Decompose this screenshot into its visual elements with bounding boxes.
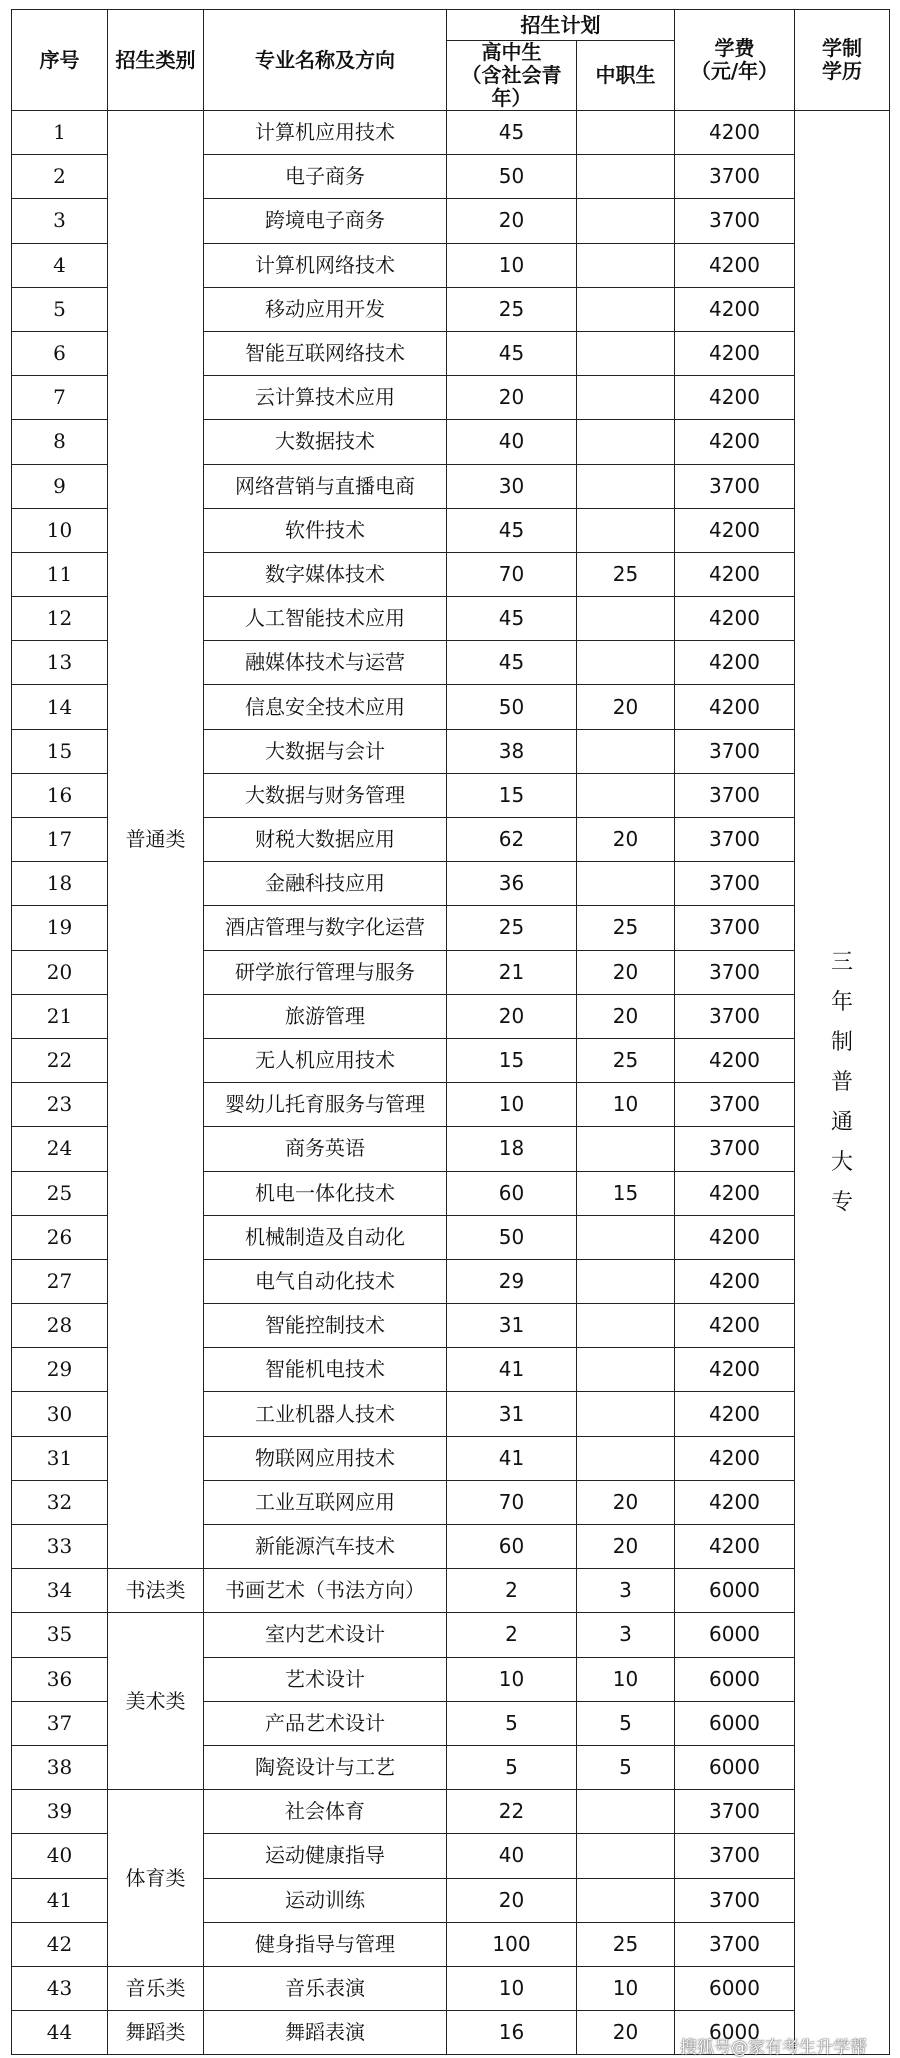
row-vocational: 25	[577, 1038, 675, 1082]
row-vocational: 20	[577, 818, 675, 862]
row-tuition: 3700	[675, 729, 795, 773]
row-seq: 39	[12, 1790, 108, 1834]
header-high-school: 高中生 （含社会青年）	[447, 41, 577, 111]
row-major: 舞蹈表演	[204, 2011, 447, 2055]
row-major: 机电一体化技术	[204, 1171, 447, 1215]
table-row	[12, 1569, 890, 1613]
row-major: 大数据与财务管理	[204, 773, 447, 817]
row-high-school: 40	[447, 420, 577, 464]
row-major: 大数据技术	[204, 420, 447, 464]
row-high-school: 45	[447, 597, 577, 641]
duration-text: 三年制普通大专	[831, 949, 854, 1215]
row-vocational	[577, 508, 675, 552]
row-major: 旅游管理	[204, 994, 447, 1038]
row-high-school: 70	[447, 552, 577, 596]
row-seq: 14	[12, 685, 108, 729]
row-major: 新能源汽车技术	[204, 1525, 447, 1569]
row-seq: 41	[12, 1878, 108, 1922]
row-vocational: 3	[577, 1569, 675, 1613]
row-major: 计算机网络技术	[204, 243, 447, 287]
row-tuition: 3700	[675, 464, 795, 508]
row-seq: 20	[12, 950, 108, 994]
row-high-school: 20	[447, 376, 577, 420]
row-vocational: 25	[577, 1922, 675, 1966]
row-major: 电气自动化技术	[204, 1259, 447, 1303]
row-high-school: 50	[447, 155, 577, 199]
row-major: 信息安全技术应用	[204, 685, 447, 729]
row-major: 书画艺术（书法方向）	[204, 1569, 447, 1613]
row-high-school: 10	[447, 1083, 577, 1127]
row-major: 融媒体技术与运营	[204, 641, 447, 685]
row-vocational: 15	[577, 1171, 675, 1215]
row-vocational	[577, 243, 675, 287]
row-major: 陶瓷设计与工艺	[204, 1745, 447, 1789]
row-seq: 40	[12, 1834, 108, 1878]
header-vocational: 中职生	[577, 41, 675, 111]
row-high-school: 2	[447, 1569, 577, 1613]
row-vocational	[577, 1259, 675, 1303]
row-high-school: 62	[447, 818, 577, 862]
row-high-school: 45	[447, 641, 577, 685]
row-vocational: 20	[577, 1525, 675, 1569]
row-major: 财税大数据应用	[204, 818, 447, 862]
row-high-school: 29	[447, 1259, 577, 1303]
row-major: 智能互联网络技术	[204, 331, 447, 375]
row-category: 舞蹈类	[108, 2011, 204, 2055]
row-high-school: 45	[447, 111, 577, 155]
row-tuition: 3700	[675, 818, 795, 862]
row-major: 人工智能技术应用	[204, 597, 447, 641]
row-major: 软件技术	[204, 508, 447, 552]
row-vocational	[577, 641, 675, 685]
table-row	[12, 1613, 890, 1657]
row-tuition: 4200	[675, 1392, 795, 1436]
row-major: 工业机器人技术	[204, 1392, 447, 1436]
row-seq: 42	[12, 1922, 108, 1966]
row-seq: 12	[12, 597, 108, 641]
row-tuition: 4200	[675, 243, 795, 287]
row-tuition: 4200	[675, 1348, 795, 1392]
row-category: 音乐类	[108, 1966, 204, 2010]
row-major: 婴幼儿托育服务与管理	[204, 1083, 447, 1127]
row-vocational	[577, 464, 675, 508]
row-seq: 44	[12, 2011, 108, 2055]
row-major: 产品艺术设计	[204, 1701, 447, 1745]
row-tuition: 3700	[675, 199, 795, 243]
row-vocational	[577, 287, 675, 331]
row-high-school: 36	[447, 862, 577, 906]
row-vocational	[577, 597, 675, 641]
row-tuition: 4200	[675, 111, 795, 155]
row-major: 研学旅行管理与服务	[204, 950, 447, 994]
row-seq: 37	[12, 1701, 108, 1745]
row-seq: 7	[12, 376, 108, 420]
row-vocational	[577, 420, 675, 464]
row-vocational	[577, 111, 675, 155]
row-tuition: 4200	[675, 331, 795, 375]
row-category: 体育类	[108, 1790, 204, 1967]
row-high-school: 45	[447, 508, 577, 552]
row-tuition: 3700	[675, 950, 795, 994]
enrollment-plan-table	[11, 9, 890, 2055]
row-seq: 43	[12, 1966, 108, 2010]
row-tuition: 4200	[675, 1259, 795, 1303]
row-seq: 25	[12, 1171, 108, 1215]
row-vocational: 10	[577, 1083, 675, 1127]
row-major: 酒店管理与数字化运营	[204, 906, 447, 950]
row-major: 数字媒体技术	[204, 552, 447, 596]
row-seq: 8	[12, 420, 108, 464]
row-major: 电子商务	[204, 155, 447, 199]
row-major: 社会体育	[204, 1790, 447, 1834]
row-category: 普通类	[108, 111, 204, 1569]
row-high-school: 25	[447, 906, 577, 950]
row-major: 物联网应用技术	[204, 1436, 447, 1480]
row-major: 机械制造及自动化	[204, 1215, 447, 1259]
header-major: 专业名称及方向	[204, 10, 447, 111]
row-major: 计算机应用技术	[204, 111, 447, 155]
row-vocational: 10	[577, 1966, 675, 2010]
row-high-school: 21	[447, 950, 577, 994]
row-seq: 19	[12, 906, 108, 950]
row-vocational	[577, 1878, 675, 1922]
row-tuition: 4200	[675, 1171, 795, 1215]
row-major: 云计算技术应用	[204, 376, 447, 420]
row-vocational: 20	[577, 685, 675, 729]
row-seq: 4	[12, 243, 108, 287]
row-vocational	[577, 862, 675, 906]
row-high-school: 41	[447, 1436, 577, 1480]
row-tuition: 4200	[675, 420, 795, 464]
row-vocational: 10	[577, 1657, 675, 1701]
row-major: 跨境电子商务	[204, 199, 447, 243]
row-tuition: 4200	[675, 1480, 795, 1524]
row-seq: 38	[12, 1745, 108, 1789]
row-major: 无人机应用技术	[204, 1038, 447, 1082]
row-tuition: 3700	[675, 994, 795, 1038]
row-seq: 26	[12, 1215, 108, 1259]
row-seq: 31	[12, 1436, 108, 1480]
row-vocational: 20	[577, 994, 675, 1038]
row-tuition: 3700	[675, 155, 795, 199]
row-seq: 23	[12, 1083, 108, 1127]
row-tuition: 4200	[675, 1436, 795, 1480]
row-high-school: 50	[447, 1215, 577, 1259]
row-high-school: 20	[447, 199, 577, 243]
table-header	[12, 10, 890, 111]
header-plan: 招生计划	[447, 10, 675, 41]
row-major: 运动训练	[204, 1878, 447, 1922]
header-duration: 学制 学历	[795, 10, 890, 111]
row-tuition: 3700	[675, 1083, 795, 1127]
row-vocational	[577, 1127, 675, 1171]
row-major: 网络营销与直播电商	[204, 464, 447, 508]
row-duration	[795, 111, 890, 2055]
row-tuition: 4200	[675, 641, 795, 685]
row-major: 运动健康指导	[204, 1834, 447, 1878]
watermark: 搜狐号@家有考生升学帮	[680, 2038, 867, 2058]
row-seq: 13	[12, 641, 108, 685]
row-seq: 10	[12, 508, 108, 552]
row-high-school: 5	[447, 1745, 577, 1789]
row-tuition: 3700	[675, 862, 795, 906]
row-seq: 22	[12, 1038, 108, 1082]
row-high-school: 60	[447, 1525, 577, 1569]
row-high-school: 70	[447, 1480, 577, 1524]
row-vocational: 20	[577, 1480, 675, 1524]
row-tuition: 6000	[675, 2011, 795, 2055]
row-category: 书法类	[108, 1569, 204, 1613]
row-high-school: 22	[447, 1790, 577, 1834]
row-major: 金融科技应用	[204, 862, 447, 906]
row-high-school: 38	[447, 729, 577, 773]
row-seq: 17	[12, 818, 108, 862]
row-tuition: 4200	[675, 1038, 795, 1082]
row-seq: 11	[12, 552, 108, 596]
row-tuition: 4200	[675, 597, 795, 641]
header-category: 招生类别	[108, 10, 204, 111]
row-vocational	[577, 1348, 675, 1392]
row-high-school: 41	[447, 1348, 577, 1392]
row-vocational	[577, 1304, 675, 1348]
row-vocational: 25	[577, 906, 675, 950]
row-tuition: 3700	[675, 1127, 795, 1171]
row-tuition: 6000	[675, 1966, 795, 2010]
row-high-school: 18	[447, 1127, 577, 1171]
row-tuition: 3700	[675, 1878, 795, 1922]
row-high-school: 25	[447, 287, 577, 331]
row-vocational	[577, 1436, 675, 1480]
table-row	[12, 1790, 890, 1834]
table-row	[12, 111, 890, 155]
row-tuition: 6000	[675, 1613, 795, 1657]
row-vocational	[577, 199, 675, 243]
row-seq: 27	[12, 1259, 108, 1303]
row-high-school: 5	[447, 1701, 577, 1745]
row-tuition: 4200	[675, 552, 795, 596]
row-vocational: 5	[577, 1701, 675, 1745]
row-vocational	[577, 729, 675, 773]
row-major: 智能控制技术	[204, 1304, 447, 1348]
row-vocational	[577, 331, 675, 375]
row-vocational	[577, 1215, 675, 1259]
row-high-school: 60	[447, 1171, 577, 1215]
row-major: 智能机电技术	[204, 1348, 447, 1392]
row-category: 美术类	[108, 1613, 204, 1790]
row-seq: 24	[12, 1127, 108, 1171]
row-high-school: 15	[447, 773, 577, 817]
row-high-school: 10	[447, 243, 577, 287]
row-seq: 5	[12, 287, 108, 331]
row-vocational	[577, 1392, 675, 1436]
row-seq: 29	[12, 1348, 108, 1392]
row-seq: 32	[12, 1480, 108, 1524]
row-tuition: 6000	[675, 1745, 795, 1789]
row-major: 音乐表演	[204, 1966, 447, 2010]
row-high-school: 45	[447, 331, 577, 375]
row-seq: 35	[12, 1613, 108, 1657]
row-vocational: 3	[577, 1613, 675, 1657]
row-seq: 9	[12, 464, 108, 508]
row-high-school: 15	[447, 1038, 577, 1082]
row-seq: 33	[12, 1525, 108, 1569]
row-tuition: 3700	[675, 773, 795, 817]
row-high-school: 31	[447, 1392, 577, 1436]
row-seq: 18	[12, 862, 108, 906]
row-high-school: 10	[447, 1657, 577, 1701]
row-seq: 30	[12, 1392, 108, 1436]
row-tuition: 3700	[675, 1790, 795, 1834]
row-seq: 2	[12, 155, 108, 199]
row-high-school: 20	[447, 994, 577, 1038]
row-tuition: 3700	[675, 906, 795, 950]
row-high-school: 2	[447, 1613, 577, 1657]
row-vocational	[577, 376, 675, 420]
row-tuition: 4200	[675, 287, 795, 331]
row-high-school: 10	[447, 1966, 577, 2010]
row-tuition: 6000	[675, 1569, 795, 1613]
row-seq: 1	[12, 111, 108, 155]
row-major: 室内艺术设计	[204, 1613, 447, 1657]
table-row	[12, 1966, 890, 2010]
row-vocational	[577, 1834, 675, 1878]
row-seq: 3	[12, 199, 108, 243]
row-high-school: 100	[447, 1922, 577, 1966]
row-tuition: 4200	[675, 685, 795, 729]
row-tuition: 4200	[675, 1304, 795, 1348]
row-vocational: 20	[577, 950, 675, 994]
row-seq: 28	[12, 1304, 108, 1348]
row-major: 商务英语	[204, 1127, 447, 1171]
row-seq: 15	[12, 729, 108, 773]
row-seq: 6	[12, 331, 108, 375]
header-seq: 序号	[12, 10, 108, 111]
row-high-school: 16	[447, 2011, 577, 2055]
row-vocational: 25	[577, 552, 675, 596]
row-major: 健身指导与管理	[204, 1922, 447, 1966]
row-high-school: 31	[447, 1304, 577, 1348]
row-vocational	[577, 1790, 675, 1834]
row-high-school: 50	[447, 685, 577, 729]
row-major: 移动应用开发	[204, 287, 447, 331]
row-vocational: 5	[577, 1745, 675, 1789]
row-high-school: 20	[447, 1878, 577, 1922]
table-body	[12, 111, 890, 2055]
row-tuition: 4200	[675, 1215, 795, 1259]
row-high-school: 30	[447, 464, 577, 508]
row-high-school: 40	[447, 1834, 577, 1878]
row-seq: 34	[12, 1569, 108, 1613]
row-major: 大数据与会计	[204, 729, 447, 773]
row-seq: 16	[12, 773, 108, 817]
row-tuition: 3700	[675, 1834, 795, 1878]
row-tuition: 3700	[675, 1922, 795, 1966]
row-tuition: 6000	[675, 1701, 795, 1745]
row-tuition: 4200	[675, 1525, 795, 1569]
row-seq: 36	[12, 1657, 108, 1701]
header-tuition: 学费 （元/年）	[675, 10, 795, 111]
row-vocational: 20	[577, 2011, 675, 2055]
row-tuition: 6000	[675, 1657, 795, 1701]
row-major: 工业互联网应用	[204, 1480, 447, 1524]
row-vocational	[577, 773, 675, 817]
row-tuition: 4200	[675, 508, 795, 552]
row-vocational	[577, 155, 675, 199]
row-tuition: 4200	[675, 376, 795, 420]
row-seq: 21	[12, 994, 108, 1038]
row-major: 艺术设计	[204, 1657, 447, 1701]
